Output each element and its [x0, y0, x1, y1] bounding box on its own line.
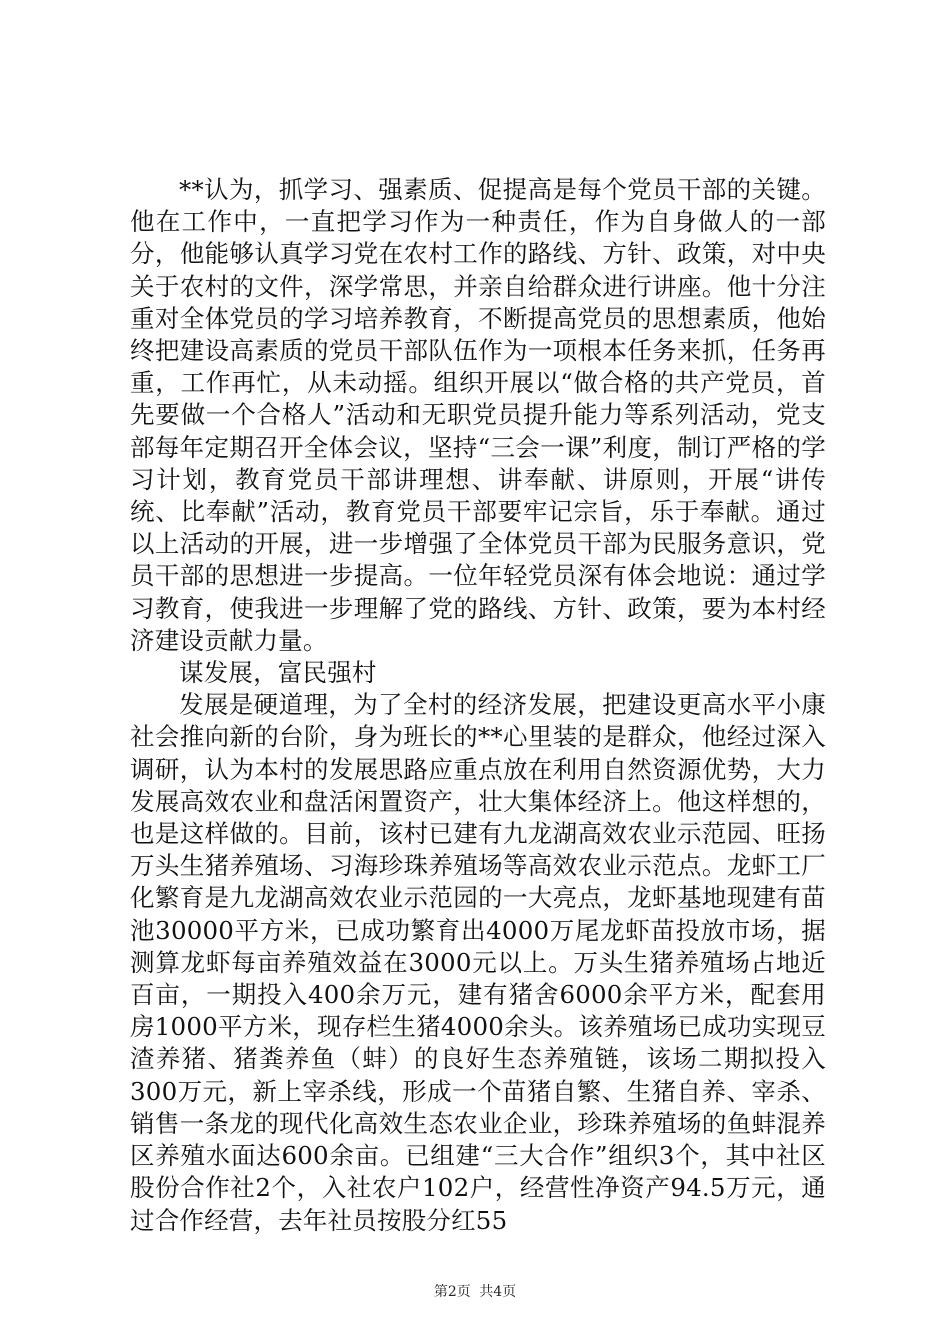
paragraph-development: 发展是硬道理，为了全村的经济发展，把建设更高水平小康社会推向新的台阶，身为班长的**心里装的是群众，他经过深入调研，认为本村的发展思路应重点放在利用自然资源优势，大力发展高效农业和盘活闲置资产，壮大集体经济上。他这样想的，也是这样做的。目前，该村已建有九龙湖高效农业示范园、旺扬万头生猪养殖场、习海珍珠养殖场等高效农业示范点。龙虾工厂化繁育是九龙湖高效农业示范园的一大亮点，龙虾基地现建有苗池30000平方米，已成功繁育出4000万尾龙虾苗投放市场，据测算龙虾每亩养殖效益在3000元以上。万头生猪养殖场占地近百亩，一期投入400余万元，建有猪舍6000余平方米，配套用房1000平方米，现存栏生猪4000余头。该养殖场已成功实现豆渣养猪、猪粪养鱼（蚌）的良好生态养殖链，该场二期拟投入300万元，新上宰杀线，形成一个苗猪自繁、生猪自养、宰杀、销售一条龙的现代化高效生态农业企业，珍珠养殖场的鱼蚌混养区养殖水面达600余亩。已组建“三大合作”组织3个，其中社区股份合作社2个，入社农户102户，经营性净资产94.5万元，通过合作经营，去年社员按股分红55	[130, 690, 826, 1235]
page-number: 第2页	[433, 1284, 471, 1300]
page-footer	[0, 1282, 950, 1302]
section-heading: 谋发展，富民强村	[179, 658, 377, 688]
page-total: 共4页	[479, 1284, 517, 1300]
paragraph-study: **认为，抓学习、强素质、促提高是每个党员干部的关键。他在工作中，一直把学习作为一种责任，作为自身做人的一部分，他能够认真学习党在农村工作的路线、方针、政策，对中央关于农村的文件，深学常思，并亲自给群众进行讲座。他十分注重对全体党员的学习培养教育，不断提高党员的思想素质，他始终把建设高素质的党员干部队伍作为一项根本任务来抓，任务再重，工作再忙，从未动摇。组织开展以“做合格的共产党员，首先要做一个合格人”活动和无职党员提升能力等系列活动，党支部每年定期召开全体会议，坚持“三会一课”利度，制订严格的学习计划，教育党员干部讲理想、讲奉献、讲原则，开展“讲传统、比奉献”活动，教育党员干部要牢记宗旨，乐于奉献。通过以上活动的开展，进一步增强了全体党员干部为民服务意识，党员干部的思想进一步提高。一位年轻党员深有体会地说：通过学习教育，使我进一步理解了党的路线、方针、政策，要为本村经济建设贡献力量。	[130, 175, 826, 655]
document-body	[130, 174, 826, 1237]
